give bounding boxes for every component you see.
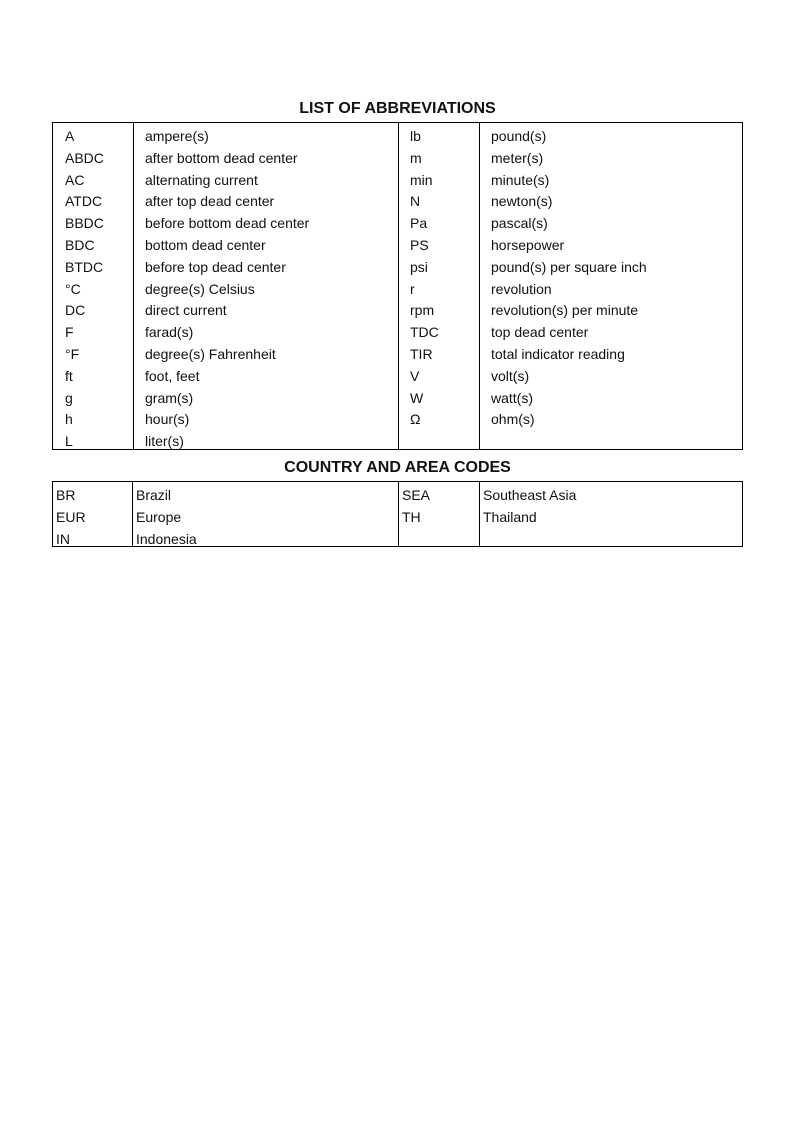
abbreviation-meaning: hour(s) (145, 411, 190, 428)
codes-table (52, 481, 743, 547)
abbreviation-meaning: total indicator reading (491, 345, 625, 362)
abbreviation-code: BBDC (65, 215, 104, 232)
abbreviation-meaning: after top dead center (145, 193, 275, 210)
abbreviation-meaning: farad(s) (145, 324, 194, 341)
abbreviation-code: L (65, 433, 73, 450)
codes-title: COUNTRY AND AREA CODES (284, 459, 511, 476)
country-code: TH (402, 508, 421, 525)
abbreviation-code: Pa (410, 215, 428, 232)
country-code: BR (56, 487, 76, 503)
abbreviation-meaning: ohm(s) (491, 411, 535, 428)
abbreviation-meaning: pound(s) per square inch (491, 258, 647, 275)
country-code: SEA (402, 487, 431, 503)
abbreviation-code: TDC (410, 324, 439, 341)
abbreviation-meaning: pound(s) (491, 128, 547, 144)
abbreviation-meaning: pascal(s) (491, 215, 548, 232)
abbreviation-code: TIR (410, 345, 433, 362)
codes-right-code-column (399, 482, 480, 546)
abbreviation-meaning: alternating current (145, 171, 258, 188)
abbreviation-code: psi (410, 258, 428, 275)
abbreviation-meaning: gram(s) (145, 389, 194, 406)
abbreviation-code: ABDC (65, 149, 104, 166)
abbreviation-code: PS (410, 236, 429, 253)
abbreviations-title: LIST OF ABBREVIATIONS (299, 100, 496, 117)
abbr-left-meaning-column (134, 123, 399, 449)
abbreviation-code: lb (410, 128, 421, 144)
abbreviation-code: rpm (410, 302, 435, 319)
abbr-right-meaning-column (480, 123, 742, 449)
abbreviation-code: BTDC (65, 258, 104, 275)
abbr-right-code-column (399, 123, 480, 449)
country-name: Indonesia (136, 530, 197, 547)
abbreviation-code: r (410, 280, 415, 297)
abbreviation-code: °F (65, 345, 80, 362)
abbreviation-meaning: newton(s) (491, 193, 553, 210)
country-name: Europe (136, 508, 182, 525)
abbreviation-meaning: revolution (491, 280, 552, 297)
abbreviation-meaning: revolution(s) per minute (491, 302, 639, 319)
country-name: Brazil (136, 487, 172, 503)
country-code: EUR (56, 508, 86, 525)
abbreviation-code: min (410, 171, 433, 188)
abbreviations-table (52, 122, 743, 450)
abbreviation-meaning: degree(s) Celsius (145, 280, 255, 297)
abbreviation-meaning: top dead center (491, 324, 589, 341)
abbreviation-code: N (410, 193, 421, 210)
abbreviation-code: AC (65, 171, 85, 188)
abbreviation-meaning: meter(s) (491, 149, 544, 166)
abbreviation-code: ft (65, 367, 73, 384)
country-code: IN (56, 530, 70, 547)
abbreviation-code: °C (65, 280, 81, 297)
abbreviation-meaning: foot, feet (145, 367, 200, 384)
abbreviation-code: F (65, 324, 74, 341)
abbreviation-meaning: liter(s) (145, 433, 184, 450)
abbreviation-meaning: after bottom dead center (145, 149, 298, 166)
abbreviation-meaning: volt(s) (491, 367, 530, 384)
abbreviation-meaning: before top dead center (145, 258, 286, 275)
codes-left-code-column (53, 482, 133, 546)
abbreviation-meaning: horsepower (491, 236, 565, 253)
country-name: Southeast Asia (483, 487, 577, 503)
abbreviation-code: m (410, 149, 422, 166)
abbr-left-code-column (53, 123, 134, 449)
abbreviation-code: Ω (410, 411, 421, 428)
abbreviation-meaning: minute(s) (491, 171, 550, 188)
codes-right-name-column (480, 482, 742, 546)
abbreviation-code: g (65, 389, 73, 406)
abbreviation-code: BDC (65, 236, 95, 253)
abbreviation-code: V (410, 367, 420, 384)
abbreviation-meaning: before bottom dead center (145, 215, 310, 232)
abbreviation-meaning: direct current (145, 302, 227, 319)
abbreviation-meaning: degree(s) Fahrenheit (145, 345, 276, 362)
codes-left-name-column (133, 482, 399, 546)
abbreviation-code: DC (65, 302, 86, 319)
abbreviation-meaning: watt(s) (491, 389, 533, 406)
abbreviation-code: ATDC (65, 193, 103, 210)
abbreviation-code: W (410, 389, 424, 406)
abbreviation-meaning: bottom dead center (145, 236, 266, 253)
abbreviation-code: h (65, 411, 73, 428)
abbreviation-code: A (65, 128, 75, 144)
abbreviation-meaning: ampere(s) (145, 128, 209, 144)
country-name: Thailand (483, 508, 537, 525)
